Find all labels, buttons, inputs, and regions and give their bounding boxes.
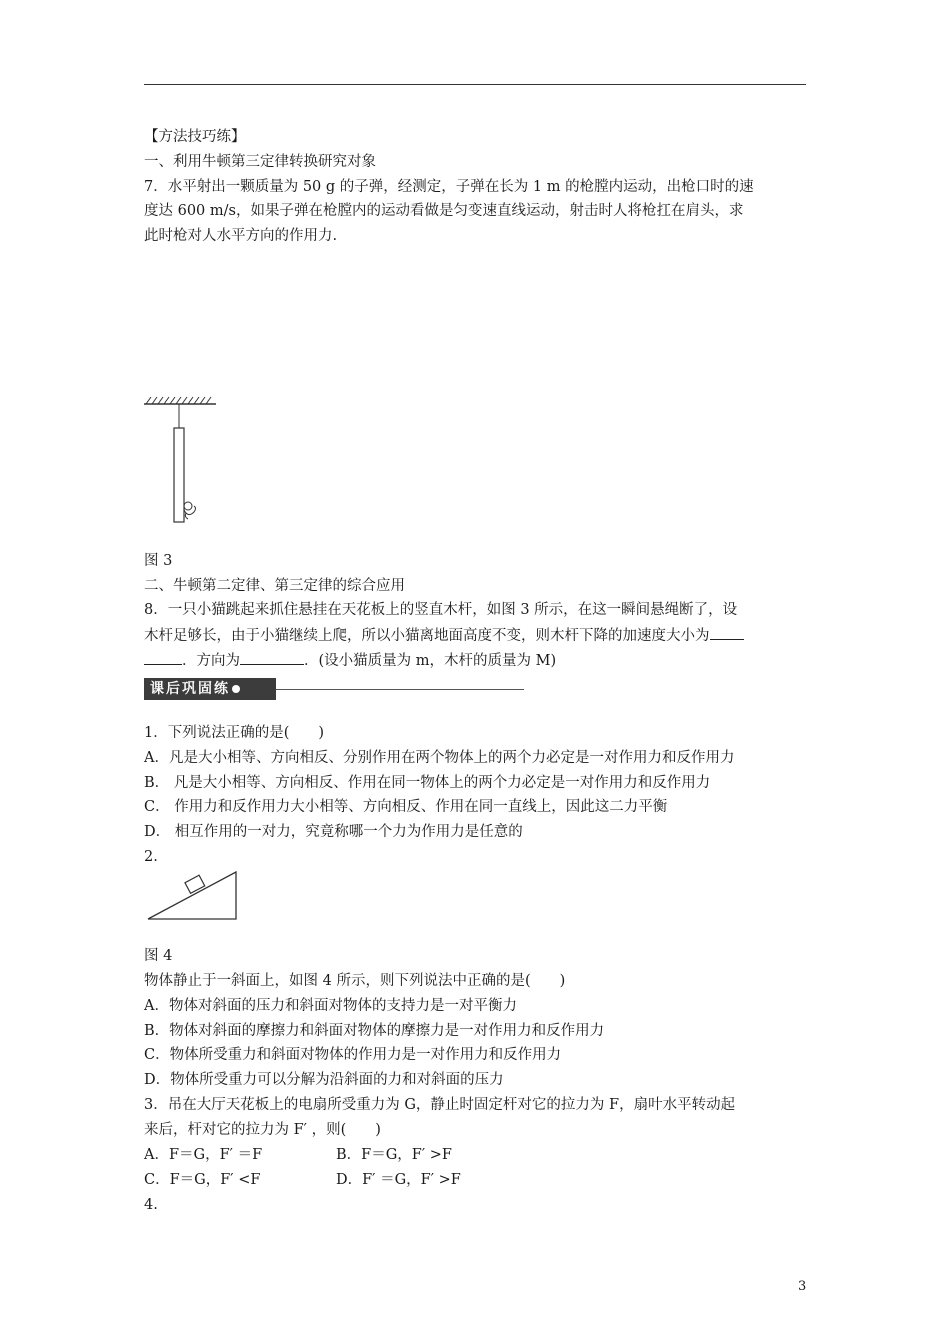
figure-4-caption: 图 4 (144, 948, 173, 964)
figure-3-hanging-rod (140, 392, 220, 527)
q3-option-d[interactable]: D．F′ ＝G，F′ >F (336, 1172, 461, 1188)
figure-4-incline (144, 869, 240, 923)
figure-3-caption: 图 3 (144, 553, 173, 569)
banner-label (144, 678, 276, 700)
q3-option-c[interactable]: C．F＝G，F′ <F (144, 1172, 261, 1188)
q4-number: 4. (144, 1197, 158, 1213)
q8-line-2 (144, 625, 744, 646)
q8-line-3-a: ．方向为 (182, 653, 240, 669)
q8-line-2-text: 木杆足够长，由于小猫继续上爬，所以小猫离地面高度不变，则木杆下降的加速度大小为 (144, 628, 710, 644)
topic-heading-2: 二、牛顿第二定律、第三定律的综合应用 (144, 578, 405, 594)
q1-stem: 1．下列说法正确的是( ) (144, 725, 325, 741)
q1-option-a[interactable]: A．凡是大小相等、方向相反、分别作用在两个物体上的两个力必定是一对作用力和反作用力 (144, 750, 735, 766)
banner-text: 课后巩固练 (150, 681, 230, 697)
q2-option-c[interactable]: C．物体所受重力和斜面对物体的作用力是一对作用力和反作用力 (144, 1047, 562, 1063)
q1-option-c[interactable]: C． 作用力和反作用力大小相等、方向相反、作用在同一直线上，因此这二力平衡 (144, 799, 668, 815)
q2-stem: 物体静止于一斜面上，如图 4 所示，则下列说法中正确的是( ) (144, 973, 566, 989)
q2-option-b[interactable]: B．物体对斜面的摩擦力和斜面对物体的摩擦力是一对作用力和反作用力 (144, 1023, 605, 1039)
q3-option-a[interactable]: A．F＝G，F′ ＝F (144, 1147, 263, 1163)
q2-option-a[interactable]: A．物体对斜面的压力和斜面对物体的支持力是一对平衡力 (144, 998, 517, 1014)
q2-option-d[interactable]: D．物体所受重力可以分解为沿斜面的力和对斜面的压力 (144, 1072, 504, 1088)
q8-line-3-b: ．(设小猫质量为 m，木杆的质量为 M) (304, 653, 557, 669)
section-heading: 【方法技巧练】 (144, 129, 246, 145)
page-number: 3 (798, 1279, 807, 1294)
answer-blank-accel-part1[interactable] (710, 625, 744, 640)
q1-option-d[interactable]: D． 相互作用的一对力，究竟称哪一个力为作用力是任意的 (144, 824, 523, 840)
q1-option-b[interactable]: B． 凡是大小相等、方向相反、作用在同一物体上的两个力必定是一对作用力和反作用力 (144, 775, 711, 791)
q3-stem-line-1: 3．吊在大厅天花板上的电扇所受重力为 G，静止时固定杆对它的拉力为 F，扇叶水平转动起 (144, 1097, 736, 1113)
banner-rule (276, 689, 524, 690)
section-banner (144, 678, 524, 700)
q3-options-row-2 (144, 1170, 260, 1190)
q3-options-row-1 (144, 1145, 262, 1165)
answer-blank-direction[interactable] (240, 650, 304, 665)
q2-number: 2. (144, 849, 158, 865)
q3-stem-line-2: 来后，杆对它的拉力为 F′ ，则( ) (144, 1122, 381, 1138)
q3-option-b[interactable]: B．F＝G，F′ >F (336, 1147, 452, 1163)
topic-heading-1: 一、利用牛顿第三定律转换研究对象 (144, 154, 376, 170)
q8-line-3 (144, 650, 556, 671)
answer-blank-accel-part2[interactable] (144, 650, 182, 665)
header-rule (144, 84, 806, 85)
q7-line-2: 度达 600 m/s，如果子弹在枪膛内的运动看做是匀变速直线运动，射击时人将枪扛在肩头，求 (144, 203, 744, 219)
q7-line-1: 7．水平射出一颗质量为 50 g 的子弹，经测定，子弹在长为 1 m 的枪膛内运动，出枪口时的速 (144, 179, 754, 195)
bullet-icon (232, 685, 240, 693)
q8-line-1: 8．一只小猫跳起来抓住悬挂在天花板上的竖直木杆，如图 3 所示，在这一瞬间悬绳断了，设 (144, 602, 738, 618)
q7-line-3: 此时枪对人水平方向的作用力. (144, 228, 338, 244)
